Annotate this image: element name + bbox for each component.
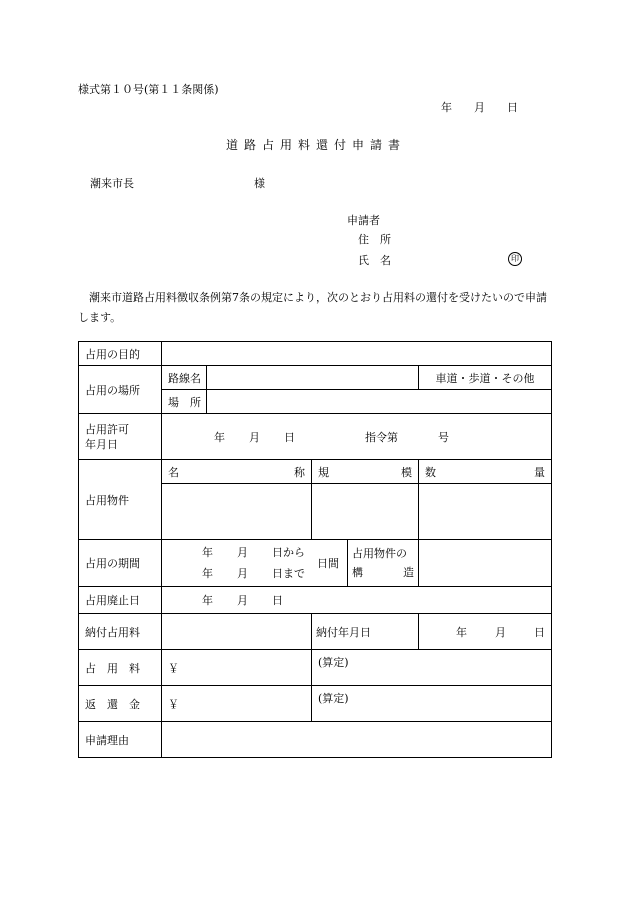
col-qty-a: 数 — [425, 465, 436, 479]
col-name-a: 名 — [168, 465, 179, 479]
route-name-label: 路線名 — [162, 366, 207, 390]
refund-calc-note: (算定) — [312, 686, 552, 722]
period-to-year: 年 — [202, 567, 213, 580]
structure-label-1: 占用物件の — [352, 547, 407, 560]
object-qty-field[interactable] — [419, 484, 552, 540]
col-qty-b: 量 — [534, 465, 545, 479]
period-label: 占用の期間 — [85, 557, 140, 570]
form-number: 様式第１０号(第１１条関係) — [78, 83, 219, 96]
applicant-name-label: 氏 名 — [358, 254, 391, 267]
abolition-label-cell — [79, 587, 162, 614]
period-from-month: 月 — [237, 546, 248, 559]
road-type: 車道・歩道・その他 — [419, 366, 552, 390]
application-table — [78, 341, 552, 758]
abolition-field[interactable] — [162, 587, 552, 614]
refund-field[interactable] — [162, 686, 312, 722]
permit-date-ymd — [214, 429, 295, 445]
structure-label-2b: 造 — [403, 566, 414, 579]
purpose-field[interactable] — [162, 342, 552, 366]
reason-field[interactable] — [162, 722, 552, 758]
permit-date-label-1: 占用許可 — [85, 422, 129, 436]
paid-date-field[interactable] — [419, 614, 552, 650]
reason-label-cell — [79, 722, 162, 758]
paid-fee-label: 納付占用料 — [85, 625, 140, 639]
refund-label: 返 還 金 — [85, 697, 140, 711]
col-name-b: 称 — [294, 465, 305, 479]
col-name-header — [162, 460, 312, 484]
date-year: 年 — [441, 101, 452, 114]
order-suffix: 号 — [438, 430, 449, 444]
order-prefix: 指令第 — [365, 430, 398, 444]
fee-label: 占 用 料 — [85, 661, 140, 675]
seal-icon: 印 — [508, 252, 522, 266]
permit-date-field[interactable] — [162, 414, 552, 460]
paid-day: 日 — [534, 625, 545, 639]
period-from-suffix: 日から — [272, 546, 305, 559]
page-title: 道路占用料還付申請書 — [226, 138, 407, 152]
paid-date-label: 納付年月日 — [312, 614, 419, 650]
permit-date-label-2: 年月日 — [85, 437, 118, 451]
period-to-month: 月 — [237, 567, 248, 580]
route-name-field[interactable] — [207, 366, 419, 390]
refund-yen: ￥ — [168, 697, 179, 711]
fee-calc-note: (算定) — [312, 650, 552, 686]
submission-date — [441, 99, 518, 115]
permit-date-label-cell — [79, 414, 162, 460]
place-label-cell — [79, 366, 162, 414]
period-days: 日間 — [317, 557, 339, 570]
seal-mark — [508, 251, 522, 266]
abolition-label: 占用廃止日 — [85, 594, 140, 607]
fee-field[interactable] — [162, 650, 312, 686]
body-text: 潮来市道路占用料徴収条例第7条の規定により，次のとおり占用料の還付を受けたいので申請します。 — [78, 291, 547, 324]
object-scale-field[interactable] — [312, 484, 419, 540]
col-qty-header — [419, 460, 552, 484]
place-label: 占用の場所 — [85, 383, 140, 397]
col-scale-a: 規 — [318, 465, 329, 479]
abolition-year: 年 — [202, 594, 213, 607]
col-scale-header — [312, 460, 419, 484]
paid-fee-field[interactable] — [162, 614, 312, 650]
paid-month: 月 — [495, 625, 506, 639]
permit-year: 年 — [214, 430, 225, 444]
fee-label-cell — [79, 650, 162, 686]
abolition-day: 日 — [272, 594, 283, 607]
structure-field[interactable] — [419, 540, 552, 587]
structure-label-cell — [348, 540, 419, 587]
purpose-label-cell — [79, 342, 162, 366]
abolition-month: 月 — [237, 594, 248, 607]
location-field[interactable] — [207, 390, 552, 414]
addressee-mayor: 潮来市長 — [90, 177, 134, 190]
col-scale-b: 模 — [401, 465, 412, 479]
reason-label: 申請理由 — [85, 733, 129, 747]
permit-day: 日 — [284, 430, 295, 444]
paid-fee-label-cell — [79, 614, 162, 650]
period-from — [202, 542, 305, 563]
period-to — [202, 563, 305, 584]
period-from-year: 年 — [202, 546, 213, 559]
date-month: 月 — [474, 101, 485, 114]
purpose-label: 占用の目的 — [85, 347, 140, 361]
objects-label-cell — [79, 460, 162, 540]
refund-label-cell — [79, 686, 162, 722]
applicant-address-label: 住 所 — [358, 233, 391, 246]
location-label: 場 所 — [162, 390, 207, 414]
permit-month: 月 — [249, 430, 260, 444]
period-label-cell — [79, 540, 162, 587]
paid-year: 年 — [456, 625, 467, 639]
objects-label: 占用物件 — [85, 493, 129, 507]
period-to-suffix: 日まで — [272, 567, 305, 580]
structure-label-2a: 構 — [352, 566, 363, 579]
addressee-honorific: 様 — [254, 177, 265, 190]
date-day: 日 — [507, 101, 518, 114]
applicant-label: 申請者 — [347, 214, 380, 227]
fee-yen: ￥ — [168, 661, 179, 675]
period-field[interactable] — [162, 540, 348, 587]
object-name-field[interactable] — [162, 484, 312, 540]
